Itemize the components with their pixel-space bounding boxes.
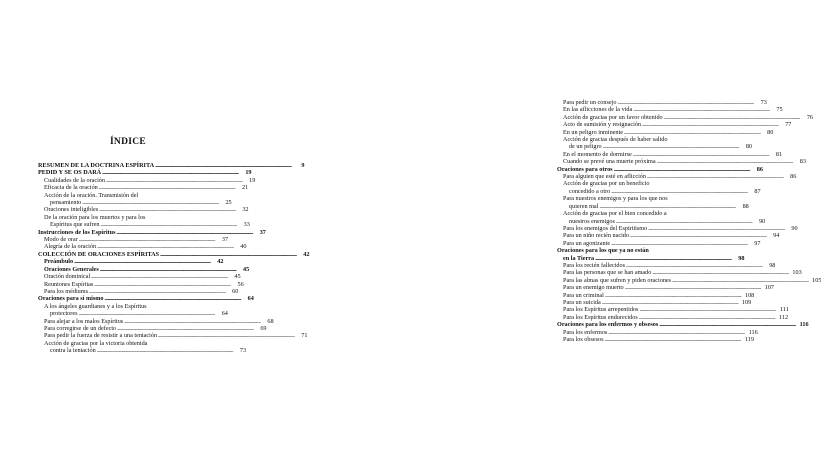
toc-entry [557,336,754,343]
toc-page-number: 109 [741,298,752,306]
toc-entry-title: PEDID Y SE OS DARÁ [38,169,102,177]
toc-entry-title: Para los Espíritus arrepentidos [563,306,639,314]
toc-entry-title: Instrucciones de los Espíritus [38,228,116,236]
dot-leader [101,221,237,228]
dot-leader [657,158,793,165]
toc-page-number: 80 [745,143,753,151]
toc-entry-title: Para los obsesos [563,336,604,343]
toc-entry-title: Oraciones para sí mismo [38,295,104,303]
toc-entry [557,165,763,173]
toc-entry-title: Alegría de la oración [44,243,97,251]
toc-entry [38,184,249,192]
toc-entry-title: Para alejar a los malos Espíritus [44,317,124,325]
dot-leader [639,306,775,313]
toc-entry-title: Para un niño recién nacido [563,232,629,240]
right-toc [557,99,821,343]
dot-leader [608,329,744,336]
toc-page-number: 108 [744,291,755,299]
toc-entry-title: Oraciones inteligibles [44,206,99,214]
toc-entry [557,313,789,321]
toc-page-number: 90 [759,217,766,225]
toc-entry-title: Preámbulo [44,258,74,266]
dot-leader [99,184,235,191]
toc-entry [38,236,229,244]
toc-page-number: 103 [792,269,802,277]
toc-entry-title: Para un suicida [563,298,601,306]
dot-leader [82,199,218,206]
toc-page-number: 21 [241,184,249,192]
toc-entry [557,106,783,114]
toc-entry [38,324,267,332]
toc-entry-title: nuestros enemigos [569,217,615,225]
dot-leader [89,288,225,295]
dot-leader [605,336,741,343]
toc-page-number: 80 [767,128,774,136]
toc-page-number: 119 [744,336,754,343]
dot-leader [117,325,253,332]
toc-entry-title: Reuniones Espíritas [44,280,94,288]
toc-entry-title: Cualidades de la oración [44,176,105,184]
toc-entry [38,332,308,340]
dot-leader [79,310,215,317]
toc-entry-title: En el momento de dormirse [563,150,632,158]
toc-entry [557,284,775,292]
toc-page-number: 86 [790,173,797,181]
toc-entry-line: Oraciones para los que ya no están [557,247,649,255]
toc-page-number: 9 [301,162,305,169]
toc-entry-line: Acción de gracias después de haber salido [563,136,668,144]
toc-entry [557,321,809,329]
toc-entry-line: Acción de gracias por el bien concedido a [563,210,667,218]
toc-entry [38,206,249,214]
dot-leader [79,236,215,243]
toc-page-number: 25 [225,199,232,207]
toc-entry [38,250,310,258]
dot-leader [633,151,769,158]
toc-entry-title: en la Tierra [563,254,595,262]
toc-entry [38,199,232,207]
dot-leader [117,229,253,236]
dot-leader [602,299,738,306]
toc-entry [557,232,780,240]
toc-entry [557,128,774,136]
dot-leader [672,277,808,284]
toc-page-number: 107 [764,284,775,292]
toc-entry-title: Cuando se prevé una muerte próxima [563,158,656,166]
dot-leader [97,243,233,250]
dot-leader [106,177,242,184]
toc-page-number: 116 [799,321,809,329]
toc-entry [38,295,254,303]
toc-entry [38,258,224,266]
dot-leader [616,218,752,225]
toc-entry-title: Eficacia de la oración [44,184,98,192]
toc-page-number: 37 [259,228,266,236]
dot-leader [630,232,766,239]
toc-entry-title: quieren mal [569,202,599,210]
toc-entry [557,254,745,262]
toc-entry-title: Para corregirse de un defecto [44,324,117,332]
toc-page-number: 40 [240,243,247,251]
toc-entry-line: Acción de gracias por un beneficio [563,180,650,188]
toc-entry [557,224,798,232]
dot-leader [94,281,230,288]
toc-entry-title: Para las almas que sufren y piden oraciones [563,276,672,284]
toc-entry-title: Acto de sumisión y resignación [563,121,642,129]
toc-entry [557,187,761,195]
toc-page-number: 71 [301,332,308,340]
toc-entry-title: Para las personas que se han amado [563,269,652,277]
dot-leader [603,143,739,150]
toc-page-number: 98 [769,261,776,269]
toc-entry [38,169,252,177]
toc-page-number: 60 [232,287,239,295]
toc-page-number: 45 [243,265,250,273]
dot-leader [74,258,210,265]
toc-page-number: 81 [775,150,783,158]
toc-entry [557,113,814,121]
toc-page-number: 76 [806,113,814,121]
toc-page-number: 19 [245,169,252,177]
dot-leader [664,114,800,121]
toc-entry-title: de un peligro [569,143,602,151]
toc-entry [38,287,239,295]
toc-entry-title: Para los enemigos del Espiritismo [563,224,648,232]
dot-leader [647,173,783,180]
toc-entry [38,228,266,236]
toc-entry [557,150,783,158]
toc-entry-title: pensamiento [50,199,82,207]
toc-entry-title: En un peligro inminente [563,128,623,136]
toc-entry-title: Para los Espíritus endurecidos [563,313,638,321]
toc-page-number: 77 [785,121,792,129]
dot-leader [617,99,753,106]
toc-entry-title: Para un criminal [563,291,604,299]
toc-page-number: 33 [243,221,250,229]
toc-entry-line: A los ángeles guardianes y a los Espíritus [44,302,147,310]
toc-entry [557,99,767,106]
dot-leader [626,262,762,269]
toc-entry [557,269,802,277]
toc-entry-line: Acción de la oración. Transmisión del [44,191,139,199]
right-page [319,0,821,451]
toc-entry-title: En las aflicciones de la vida [563,106,633,114]
toc-entry-title: Para pedir la fuerza de resistir a una tentación [44,332,158,340]
toc-entry-title: Oraciones Generales [44,265,99,273]
toc-page-number: 105 [812,276,821,284]
dot-leader [102,169,238,176]
toc-entry-line: Para nuestros enemigos y para los que nos [563,195,668,203]
dot-leader [659,321,795,328]
dot-leader [104,295,240,302]
toc-page-number: 64 [221,310,228,318]
toc-entry-title: Oraciones para otros [557,165,613,173]
dot-leader [599,203,735,210]
toc-page-number: 56 [237,280,244,288]
left-toc [38,162,310,355]
dot-leader [605,292,741,299]
toc-page-number: 83 [799,158,806,166]
toc-entry [38,243,247,251]
toc-entry [557,173,797,181]
toc-entry-title: COLECCIÓN DE ORACIONES ESPÍRITAS [38,250,160,258]
toc-entry [38,273,241,281]
toc-page-number: 111 [779,306,789,314]
toc-entry [557,276,821,284]
dot-leader [611,188,747,195]
toc-entry [557,306,789,314]
toc-entry [38,310,228,318]
toc-entry [38,176,256,184]
toc-page-number: 64 [247,295,254,303]
toc-entry [557,217,766,225]
toc-entry [557,143,753,151]
toc-entry-title: Para alguien que esté en aflicción [563,173,646,181]
dot-leader [624,129,760,136]
toc-entry [557,239,761,247]
toc-entry [557,121,792,129]
toc-entry [38,221,250,229]
toc-page-number: 75 [776,106,783,114]
left-page [0,0,319,451]
toc-entry-title: concedido a otro [569,187,611,195]
toc-page-number: 37 [221,236,229,244]
dot-leader [97,347,233,354]
dot-leader [124,318,260,325]
toc-page-number: 97 [754,239,761,247]
toc-page-number: 98 [738,254,745,262]
toc-entry [557,291,755,299]
dot-leader [99,206,235,213]
dot-leader [642,121,778,128]
toc-entry [557,202,749,210]
toc-page-number: 73 [760,99,767,106]
toc-entry [38,265,250,273]
toc-entry-title: Espíritus que sufren [50,221,100,229]
toc-page-number: 69 [260,324,267,332]
toc-entry [557,158,806,166]
toc-entry-title: Para los enfermos [563,328,608,336]
toc-page-number: 86 [756,165,763,173]
dot-leader [639,314,775,321]
toc-page-number: 116 [748,328,758,336]
toc-entry [557,298,752,306]
toc-entry [557,328,758,336]
toc-page-number: 112 [779,313,789,321]
toc-page-number: 45 [234,273,241,281]
dot-leader [648,225,784,232]
toc-entry-title: Para un agonizante [563,239,611,247]
toc-entry [38,280,244,288]
toc-entry [557,261,776,269]
toc-entry-title: Oración dominical [44,273,91,281]
toc-page-number: 94 [773,232,780,240]
toc-entry-line: Acción de gracias por la victoria obtenida [44,339,148,347]
toc-page-number: 19 [249,176,256,184]
toc-page-number: 32 [242,206,249,214]
toc-entry-title: Acción de gracias por un favor obtenido [563,113,663,121]
dot-leader [595,255,731,262]
toc-entry-title: Modo de orar [44,236,78,244]
toc-page-number: 88 [742,202,749,210]
dot-leader [155,162,291,169]
toc-entry-title: Para los recién fallecidos [563,261,626,269]
toc-page-number: 42 [303,250,310,258]
dot-leader [160,251,296,258]
toc-page-number: 73 [239,347,247,355]
dot-leader [611,240,747,247]
dot-leader [158,332,294,339]
index-title: ÍNDICE [109,137,147,147]
toc-entry-title: Para pedir un consejo [563,99,617,106]
dot-leader [633,106,769,113]
toc-page-number: 42 [217,258,224,266]
toc-entry-title: contra la tentación [50,347,96,355]
toc-page-number: 87 [754,187,761,195]
dot-leader [100,266,236,273]
dot-leader [652,269,788,276]
toc-entry-title: RESUMEN DE LA DOCTRINA ESPÍRITA [38,162,155,169]
toc-entry-title: protectores [50,310,78,318]
toc-page-number: 90 [791,224,798,232]
toc-entry [38,317,274,325]
toc-entry-title: Para los médiums [44,287,88,295]
toc-entry-title: Oraciones para los enfermos y obsesos [557,321,659,329]
dot-leader [91,273,227,280]
toc-entry [38,347,247,355]
dot-leader [614,166,750,173]
toc-entry-title: Para un enemigo muerto [563,284,624,292]
dot-leader [625,284,761,291]
toc-page-number: 68 [267,317,274,325]
toc-entry-line: De la oración para los muertos y para los [44,213,146,221]
